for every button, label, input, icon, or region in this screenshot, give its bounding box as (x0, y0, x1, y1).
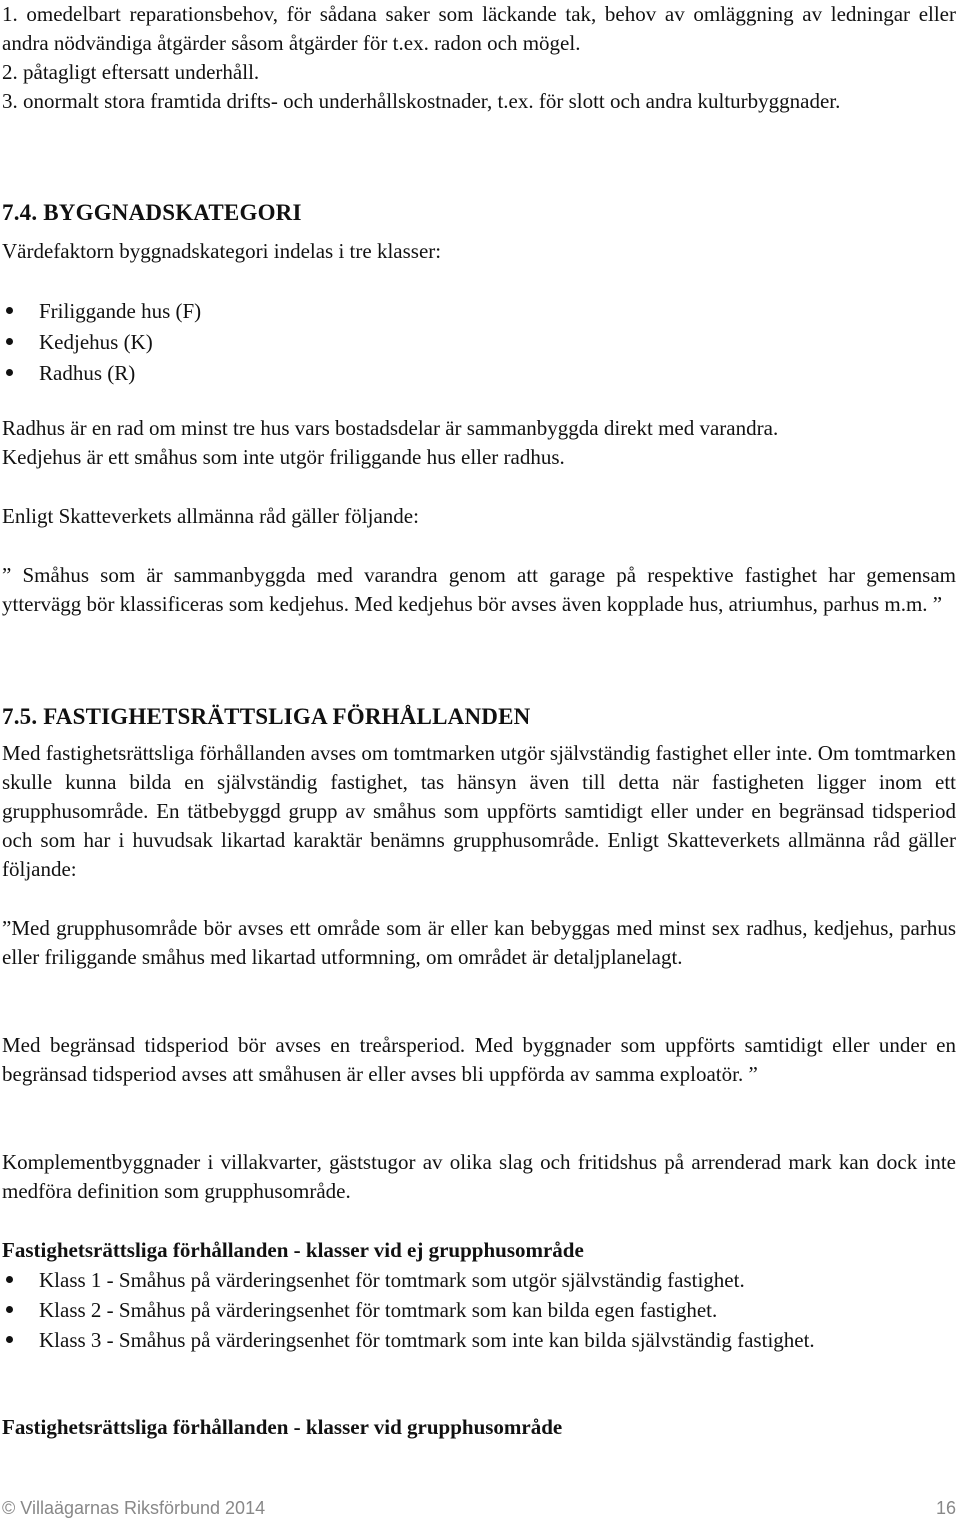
grupphusomrade-quote: ”Med grupphusområde bör avses ett område som är eller kan bebyggas med minst sex radhus, kedjehus, parhus eller friliggande småhus med likartad utformning, om området är detaljplanelagt. (2, 916, 956, 969)
footer-copyright: © Villaägarnas Riksförbund 2014 (2, 1498, 266, 1518)
kedjehus-definition: Kedjehus är ett småhus som inte utgör friliggande hus eller radhus. (2, 445, 565, 469)
tidsperiod-quote: Med begränsad tidsperiod bör avses en treårsperiod. Med byggnader som uppförts samtidigt eller under en begränsad tidsperiod avses att småhusen är eller avses bli uppförda av samma exploatör. ” (2, 1033, 956, 1086)
subheading-ej-grupphusomrade: Fastighetsrättsliga förhållanden - klasser vid ej grupphusområde (2, 1238, 584, 1262)
list-item: Friliggande hus (F) (2, 296, 956, 327)
bullet-icon (6, 338, 13, 345)
list-item: Klass 1 - Småhus på värderingsenhet för tomtmark som utgör självständig fastighet. (2, 1265, 956, 1295)
list-item: Radhus (R) (2, 358, 956, 389)
intro-list-item-1: 1. omedelbart reparationsbehov, för sådana saker som läckande tak, behov av omläggning av ledningar eller andra nödvändiga åtgärder såsom åtgärder för t.ex. radon och mögel. (2, 2, 956, 55)
section-75-paragraph: Med fastighetsrättsliga förhållanden avses om tomtmarken utgör självständig fastighet eller inte. Om tomtmarken skulle kunna bilda en självständig fastighet, tas hänsyn även till detta när fastigheten ligger inom ett grupphusområde. En tätbebyggd grupp av småhus som uppförts samtidigt eller under en begränsad tidsperiod och som har i huvudsak likartad karaktär benämns grupphusområde. Enligt Skatteverkets allmänna råd gäller följande: (2, 741, 956, 881)
list-item: Klass 2 - Småhus på värderingsenhet för tomtmark som kan bilda egen fastighet. (2, 1295, 956, 1325)
intro-list-item-3: 3. onormalt stora framtida drifts- och underhållskostnader, t.ex. för slott och andra kulturbyggnader. (2, 89, 841, 113)
bullet-icon (6, 1276, 13, 1283)
page-number: 16 (935, 1498, 956, 1518)
bullet-icon (6, 307, 13, 314)
radhus-definition: Radhus är en rad om minst tre hus vars bostadsdelar är sammanbyggda direkt med varandra. (2, 416, 779, 440)
list-item: Klass 3 - Småhus på värderingsenhet för tomtmark som inte kan bilda självständig fastighet. (2, 1325, 956, 1355)
section-heading-7-5: 7.5. FASTIGHETSRÄTTSLIGA FÖRHÅLLANDEN (2, 704, 531, 729)
intro-list-item-2: 2. påtagligt eftersatt underhåll. (2, 60, 260, 84)
kedjehus-quote: ” Småhus som är sammanbyggda med varandra genom att garage på respektive fastighet har gemensam yttervägg bör klassificeras som kedjehus. Med kedjehus bör avses även kopplade hus, atriumhus, parhus m.m. ” (2, 563, 956, 616)
bullet-icon (6, 369, 13, 376)
building-category-list (2, 296, 956, 389)
komplementbyggnader-paragraph: Komplementbyggnader i villakvarter, gäststugor av olika slag och fritidshus på arrenderad mark kan dock inte medföra definition som grupphusområde. (2, 1150, 956, 1203)
subheading-grupphusomrade: Fastighetsrättsliga förhållanden - klasser vid grupphusområde (2, 1415, 563, 1439)
skatteverket-intro: Enligt Skatteverkets allmänna råd gäller följande: (2, 504, 419, 528)
bullet-icon (6, 1336, 13, 1343)
fastighet-class-list (2, 1265, 956, 1355)
section-74-intro: Värdefaktorn byggnadskategori indelas i tre klasser: (2, 239, 442, 263)
list-item: Kedjehus (K) (2, 327, 956, 358)
section-heading-7-4: 7.4. BYGGNADSKATEGORI (2, 200, 302, 225)
bullet-icon (6, 1306, 13, 1313)
